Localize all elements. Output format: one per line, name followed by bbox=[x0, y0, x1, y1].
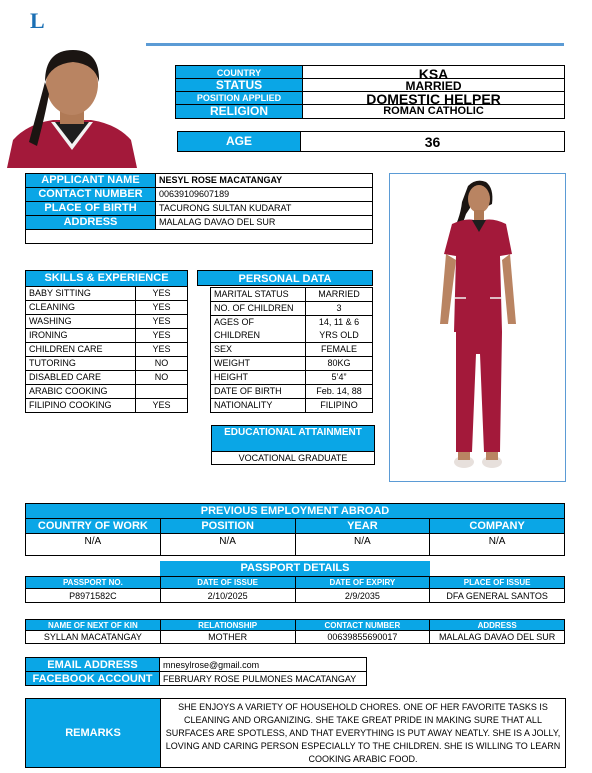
table-header-row bbox=[26, 519, 565, 534]
email-value[interactable]: mnesylrose@gmail.com bbox=[160, 658, 367, 672]
skill-name: IRONING bbox=[26, 329, 136, 343]
skill-value: YES bbox=[136, 315, 188, 329]
skill-name: DISABLED CARE bbox=[26, 371, 136, 385]
personal-value: 3 bbox=[306, 302, 373, 316]
place-of-birth-label: PLACE OF BIRTH bbox=[26, 202, 156, 216]
remarks-label: REMARKS bbox=[26, 699, 160, 767]
skill-row bbox=[26, 329, 188, 343]
table-cell: 00639855690017 bbox=[295, 631, 430, 644]
column-header: ADDRESS bbox=[430, 620, 565, 631]
remarks-text: SHE ENJOYS A VARIETY OF HOUSEHOLD CHORES. ONE OF HER FAVORITE TASKS IS CLEANING AND ORGANIZING. SHE TAKE GREAT PRIDE IN MAKING SURE THAT ALL SURFACES ARE SPOTLESS, AND THAT EVERYTHING IS PUT AWAY NEATLY. SHE IS A JOLLY, LOVING AND CARING PERSON ESPECIALLY TO THE CHILDREN. SHE IS WILLING TO LEARN COOKING ARABIC FOOD. bbox=[165, 702, 561, 764]
column-header: PASSPORT NO. bbox=[26, 577, 161, 589]
place-of-birth-value: TACURONG SULTAN KUDARAT bbox=[156, 202, 373, 216]
employment-table bbox=[25, 503, 565, 556]
table-row bbox=[26, 658, 367, 672]
personal-label: NO. OF CHILDREN bbox=[211, 302, 306, 316]
table-row bbox=[26, 202, 373, 216]
personal-value: 80KG bbox=[306, 357, 373, 371]
personal-label: MARITAL STATUS bbox=[211, 288, 306, 302]
agency-logo: L bbox=[30, 8, 45, 33]
personal-data-table bbox=[210, 287, 373, 413]
personal-row bbox=[211, 385, 373, 399]
employment-title: PREVIOUS EMPLOYMENT ABROAD bbox=[26, 504, 565, 519]
skills-table bbox=[25, 270, 188, 413]
skills-title: SKILLS & EXPERIENCE bbox=[26, 271, 188, 287]
skill-row bbox=[26, 287, 188, 301]
skill-name: WASHING bbox=[26, 315, 136, 329]
remarks-box bbox=[25, 698, 566, 768]
headshot-photo bbox=[7, 42, 137, 168]
table-cell: N/A bbox=[295, 534, 430, 556]
skill-name: TUTORING bbox=[26, 357, 136, 371]
applicant-name-label: APPLICANT NAME bbox=[26, 174, 156, 188]
table-cell: MOTHER bbox=[160, 631, 295, 644]
email-label: EMAIL ADDRESS bbox=[26, 658, 160, 672]
table-cell: P8971582C bbox=[26, 589, 161, 603]
personal-row bbox=[211, 316, 373, 343]
contact-table bbox=[25, 657, 367, 686]
table-row bbox=[26, 672, 367, 686]
skill-name: ARABIC COOKING bbox=[26, 385, 136, 399]
table-row bbox=[26, 174, 373, 188]
religion-label: RELIGION bbox=[209, 104, 268, 118]
skill-value: YES bbox=[136, 343, 188, 357]
skill-row bbox=[26, 301, 188, 315]
personal-label: SEX bbox=[211, 343, 306, 357]
table-cell: DFA GENERAL SANTOS bbox=[430, 589, 565, 603]
religion-value: ROMAN CATHOLIC bbox=[383, 105, 484, 117]
personal-value: Feb. 14, 88 bbox=[306, 385, 373, 399]
table-cell: 2/9/2035 bbox=[295, 589, 430, 603]
position-label: POSITION APPLIED bbox=[196, 93, 282, 103]
facebook-value[interactable]: FEBRUARY ROSE PULMONES MACATANGAY bbox=[160, 672, 367, 686]
table-cell: N/A bbox=[430, 534, 565, 556]
age-value: 36 bbox=[424, 134, 441, 150]
personal-row bbox=[211, 371, 373, 385]
table-row bbox=[26, 216, 373, 230]
age-label: AGE bbox=[178, 132, 300, 151]
address-label: ADDRESS bbox=[26, 216, 156, 230]
skill-value: YES bbox=[136, 301, 188, 315]
table-cell: N/A bbox=[160, 534, 295, 556]
table-header-row bbox=[26, 620, 565, 631]
skill-name: CHILDREN CARE bbox=[26, 343, 136, 357]
column-header: YEAR bbox=[295, 519, 430, 534]
skill-value: YES bbox=[136, 329, 188, 343]
skill-name: BABY SITTING bbox=[26, 287, 136, 301]
personal-label: DATE OF BIRTH bbox=[211, 385, 306, 399]
column-header: COMPANY bbox=[430, 519, 565, 534]
skill-row bbox=[26, 357, 188, 371]
kin-table bbox=[25, 619, 565, 644]
personal-label: NATIONALITY bbox=[211, 399, 306, 413]
personal-row bbox=[211, 343, 373, 357]
skill-row bbox=[26, 315, 188, 329]
table-cell: N/A bbox=[26, 534, 161, 556]
passport-table bbox=[25, 576, 565, 603]
summary-row-religion bbox=[176, 105, 564, 118]
education-value: VOCATIONAL GRADUATE bbox=[238, 453, 348, 463]
column-header: PLACE OF ISSUE bbox=[430, 577, 565, 589]
skill-row bbox=[26, 343, 188, 357]
table-row bbox=[26, 589, 565, 603]
personal-value: FEMALE bbox=[306, 343, 373, 357]
personal-label: HEIGHT bbox=[211, 371, 306, 385]
country-label: COUNTRY bbox=[216, 68, 262, 78]
column-header: DATE OF ISSUE bbox=[160, 577, 295, 589]
column-header: POSITION bbox=[160, 519, 295, 534]
header-rule bbox=[146, 43, 564, 46]
status-label: STATUS bbox=[215, 78, 263, 92]
table-row bbox=[26, 188, 373, 202]
table-row bbox=[26, 534, 565, 556]
column-header: NAME OF NEXT OF KIN bbox=[26, 620, 161, 631]
skill-name: CLEANING bbox=[26, 301, 136, 315]
personal-row bbox=[211, 357, 373, 371]
applicant-name-value: NESYL ROSE MACATANGAY bbox=[156, 174, 373, 188]
personal-data-title: PERSONAL DATA bbox=[197, 270, 373, 286]
column-header: COUNTRY OF WORK bbox=[26, 519, 161, 534]
personal-value: 14, 11 & 6 YRS OLD bbox=[306, 316, 373, 343]
age-row bbox=[177, 131, 565, 152]
skill-row bbox=[26, 385, 188, 399]
passport-title: PASSPORT DETAILS bbox=[160, 561, 430, 576]
applicant-table bbox=[25, 173, 373, 244]
country-value: KSA bbox=[418, 66, 449, 82]
table-row bbox=[26, 631, 565, 644]
personal-value: 5’4” bbox=[306, 371, 373, 385]
column-header: DATE OF EXPIRY bbox=[295, 577, 430, 589]
personal-value: FILIPINO bbox=[306, 399, 373, 413]
personal-row bbox=[211, 288, 373, 302]
skill-value: NO bbox=[136, 357, 188, 371]
skill-row bbox=[26, 399, 188, 413]
facebook-label: FACEBOOK ACCOUNT bbox=[26, 672, 160, 686]
personal-label: AGES OF CHILDREN bbox=[211, 316, 306, 343]
skill-value bbox=[136, 385, 188, 399]
table-header-row bbox=[26, 577, 565, 589]
skill-value: NO bbox=[136, 371, 188, 385]
table-cell: MALALAG DAVAO DEL SUR bbox=[430, 631, 565, 644]
full-body-photo bbox=[389, 173, 566, 482]
status-value: MARRIED bbox=[405, 79, 462, 93]
table-row bbox=[26, 230, 373, 244]
personal-row bbox=[211, 399, 373, 413]
skill-value: YES bbox=[136, 287, 188, 301]
position-value: DOMESTIC HELPER bbox=[366, 91, 501, 107]
education-box bbox=[211, 425, 375, 465]
address-value: MALALAG DAVAO DEL SUR bbox=[156, 216, 373, 230]
skill-name: FILIPINO COOKING bbox=[26, 399, 136, 413]
education-title: EDUCATIONAL ATTAINMENT bbox=[212, 426, 374, 451]
column-header: RELATIONSHIP bbox=[160, 620, 295, 631]
skill-row bbox=[26, 371, 188, 385]
contact-number-value: 00639109607189 bbox=[156, 188, 373, 202]
summary-table bbox=[175, 65, 565, 119]
personal-label: WEIGHT bbox=[211, 357, 306, 371]
personal-value: MARRIED bbox=[306, 288, 373, 302]
contact-number-label: CONTACT NUMBER bbox=[26, 188, 156, 202]
skill-value: YES bbox=[136, 399, 188, 413]
personal-row bbox=[211, 302, 373, 316]
table-cell: 2/10/2025 bbox=[160, 589, 295, 603]
table-cell: SYLLAN MACATANGAY bbox=[26, 631, 161, 644]
column-header: CONTACT NUMBER bbox=[295, 620, 430, 631]
